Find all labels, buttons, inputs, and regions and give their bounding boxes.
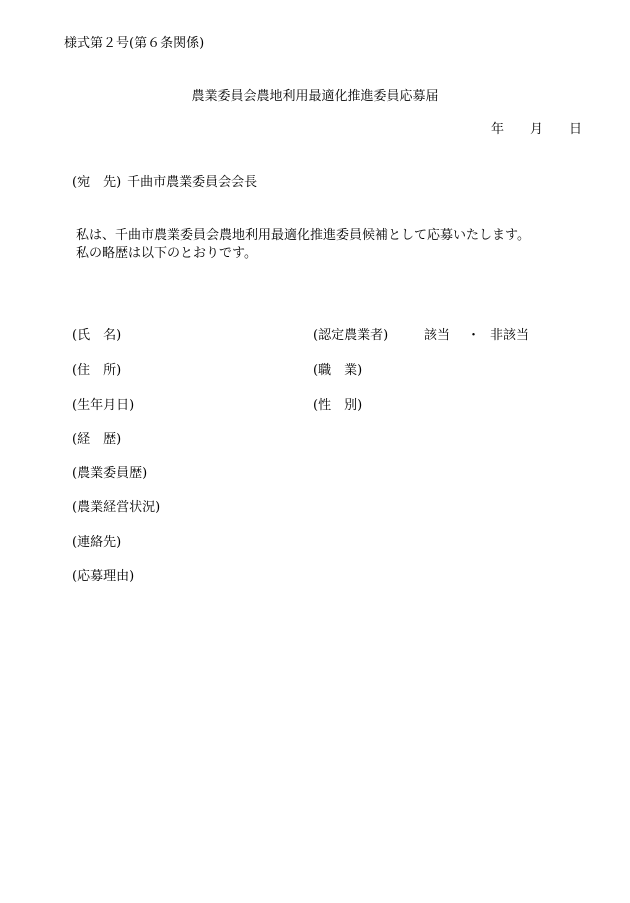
field-committee-history: (農業委員歴) xyxy=(72,466,148,481)
field-reason: (応募理由) xyxy=(72,569,135,584)
field-certified-farmer: (認定農業者) xyxy=(313,328,389,343)
date-month-label: 月 xyxy=(529,122,543,137)
body-line-1: 私は、千曲市農業委員会農地利用最適化推進委員候補として応募いたします。 xyxy=(76,228,530,243)
body-line-2: 私の略歴は以下のとおりです。 xyxy=(76,246,257,261)
date-year-label: 年 xyxy=(490,122,504,137)
field-birthdate: (生年月日) xyxy=(72,398,135,413)
document-title: 農業委員会農地利用最適化推進委員応募届 xyxy=(191,89,439,104)
addressee xyxy=(72,175,257,191)
form-number: 様式第２号(第６条関係) xyxy=(64,36,205,51)
body-text xyxy=(76,227,530,263)
addressee-label: (宛 先) xyxy=(72,175,122,190)
addressee-name: 千曲市農業委員会会長 xyxy=(127,175,258,190)
option-separator: ・ xyxy=(467,328,481,343)
field-contact: (連絡先) xyxy=(72,535,122,550)
field-gender: (性 別) xyxy=(313,398,363,413)
option-applicable: 該当 xyxy=(424,328,451,343)
field-name: (氏 名) xyxy=(72,328,122,343)
field-address: (住 所) xyxy=(72,363,122,378)
field-career: (経 歴) xyxy=(72,432,122,447)
option-not-applicable: 非該当 xyxy=(490,328,530,343)
field-occupation: (職 業) xyxy=(313,363,363,378)
date-day-label: 日 xyxy=(568,122,582,137)
date-line xyxy=(491,122,582,138)
field-farm-status: (農業経営状況) xyxy=(72,500,161,515)
